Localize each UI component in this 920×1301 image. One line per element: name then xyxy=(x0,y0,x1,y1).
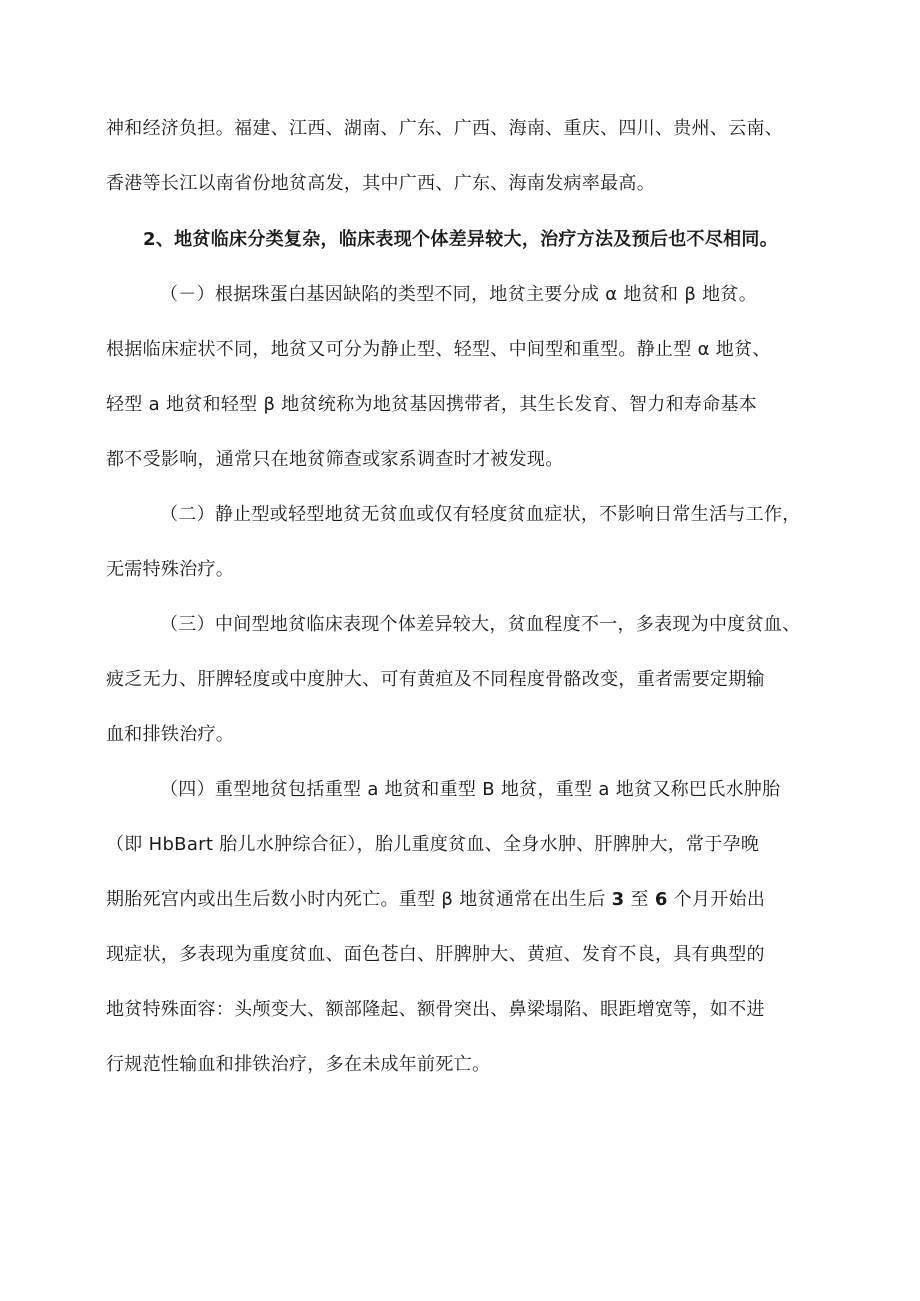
section2-line-2: 无需特殊治疗。 xyxy=(106,559,235,580)
section1-line-2: 根据临床症状不同，地贫又可分为静止型、轻型、中间型和重型。静止型 α 地贫、 xyxy=(106,339,771,360)
section4-line-4: 现症状，多表现为重度贫血、面色苍白、肝脾肿大、黄疸、发育不良，具有典型的 xyxy=(106,944,765,965)
section1-line-4: 都不受影响，通常只在地贫筛查或家系调查时才被发现。 xyxy=(106,449,564,470)
section4-line-1: （四）重型地贫包括重型 a 地贫和重型 B 地贫，重型 a 地贫又称巴氏水肿胎 xyxy=(160,779,781,800)
paragraph-intro-line-1: 神和经济负担。福建、江西、湖南、广东、广西、海南、重庆、四川、贵州、云南、 xyxy=(106,118,784,139)
section4-line-5: 地贫特殊面容：头颅变大、额部隆起、额骨突出、鼻梁塌陷、眼距增宽等，如不进 xyxy=(106,999,765,1020)
section3-line-1: （三）中间型地贫临床表现个体差异较大，贫血程度不一，多表现为中度贫血、 xyxy=(160,614,801,635)
section3-line-2: 疲乏无力、肝脾轻度或中度肿大、可有黄疸及不同程度骨骼改变，重者需要定期输 xyxy=(106,669,765,690)
section-heading: 2、地贫临床分类复杂，临床表现个体差异较大，治疗方法及预后也不尽相同。 xyxy=(143,229,779,250)
section4-line-2: （即 HbBart 胎儿水肿综合征），胎儿重度贫血、全身水肿、肝脾肿大，常于孕晚 xyxy=(106,834,760,855)
section4-line-6: 行规范性输血和排铁治疗，多在未成年前死亡。 xyxy=(106,1054,491,1075)
month-end-number: 6 xyxy=(654,889,668,910)
section2-line-1: （二）静止型或轻型地贫无贫血或仅有轻度贫血症状，不影响日常生活与工作， xyxy=(160,504,801,525)
section4-line-3 xyxy=(106,889,765,911)
section1-line-3: 轻型 a 地贫和轻型 β 地贫统称为地贫基因携带者，其生长发育、智力和寿命基本 xyxy=(106,394,758,415)
section1-line-1: （－）根据珠蛋白基因缺陷的类型不同，地贫主要分成 α 地贫和 β 地贫。 xyxy=(160,284,758,305)
month-start-number: 3 xyxy=(611,889,625,910)
section4-line-3-text-b: 至 xyxy=(624,889,655,910)
section3-line-3: 血和排铁治疗。 xyxy=(106,724,235,745)
section4-line-3-text-a: 期胎死宫内或出生后数小时内死亡。重型 β 地贫通常在出生后 xyxy=(106,889,612,910)
paragraph-intro-line-2: 香港等长江以南省份地贫高发，其中广西、广东、海南发病率最高。 xyxy=(106,173,655,194)
section4-line-3-text-c: 个月开始出 xyxy=(667,889,766,910)
